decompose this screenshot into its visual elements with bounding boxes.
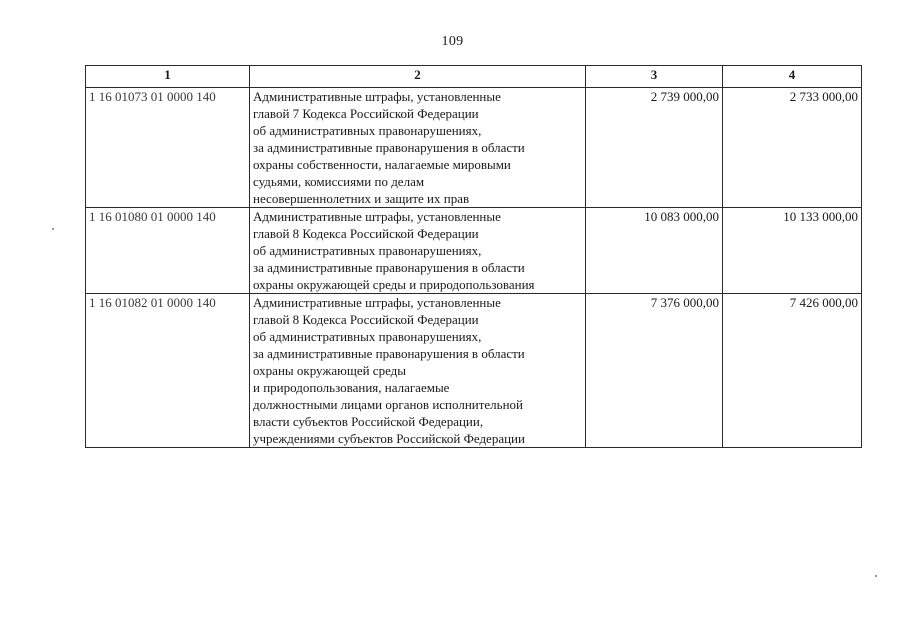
scan-speck xyxy=(52,228,54,230)
description-line: несовершеннолетних и защите их прав xyxy=(253,191,470,206)
amount-col3: 7 376 000,00 xyxy=(586,294,723,448)
description-cell xyxy=(250,294,586,448)
table-row xyxy=(86,294,862,448)
classification-code: 1 16 01080 01 0000 140 xyxy=(86,208,250,294)
description-line: главой 8 Кодекса Российской Федерации xyxy=(253,312,479,327)
column-header-1: 1 xyxy=(86,66,250,88)
description-line: за административные правонарушения в области xyxy=(253,140,525,155)
description-line: должностными лицами органов исполнительной xyxy=(253,397,524,412)
amount-col3: 10 083 000,00 xyxy=(586,208,723,294)
description-line: об административных правонарушениях, xyxy=(253,329,482,344)
description-line: за административные правонарушения в области xyxy=(253,260,525,275)
classification-code: 1 16 01082 01 0000 140 xyxy=(86,294,250,448)
description-line: об административных правонарушениях, xyxy=(253,123,482,138)
description-line: судьями, комиссиями по делам xyxy=(253,174,425,189)
description-cell xyxy=(250,88,586,208)
header-row xyxy=(86,66,862,88)
amount-col4: 7 426 000,00 xyxy=(723,294,862,448)
description-line: и природопользования, налагаемые xyxy=(253,380,450,395)
scan-speck xyxy=(875,575,877,577)
description-line: Административные штрафы, установленные xyxy=(253,209,501,224)
column-header-3: 3 xyxy=(586,66,723,88)
description-line: об административных правонарушениях, xyxy=(253,243,482,258)
amount-col3: 2 739 000,00 xyxy=(586,88,723,208)
description-line: охраны окружающей среды и природопользования xyxy=(253,277,535,292)
column-header-2: 2 xyxy=(250,66,586,88)
description-line: главой 7 Кодекса Российской Федерации xyxy=(253,106,479,121)
amount-col4: 2 733 000,00 xyxy=(723,88,862,208)
column-header-4: 4 xyxy=(723,66,862,88)
amount-col4: 10 133 000,00 xyxy=(723,208,862,294)
description-line: главой 8 Кодекса Российской Федерации xyxy=(253,226,479,241)
budget-table xyxy=(85,65,862,448)
description-line: за административные правонарушения в области xyxy=(253,346,525,361)
description-line: Административные штрафы, установленные xyxy=(253,89,501,104)
description-line: охраны собственности, налагаемые мировыми xyxy=(253,157,511,172)
description-line: Административные штрафы, установленные xyxy=(253,295,501,310)
page-number: 109 xyxy=(441,34,464,49)
classification-code: 1 16 01073 01 0000 140 xyxy=(86,88,250,208)
description-line: власти субъектов Российской Федерации, xyxy=(253,414,484,429)
table-row xyxy=(86,208,862,294)
table-row xyxy=(86,88,862,208)
description-line: охраны окружающей среды xyxy=(253,363,407,378)
description-cell xyxy=(250,208,586,294)
description-line: учреждениями субъектов Российской Федерации xyxy=(253,431,525,446)
